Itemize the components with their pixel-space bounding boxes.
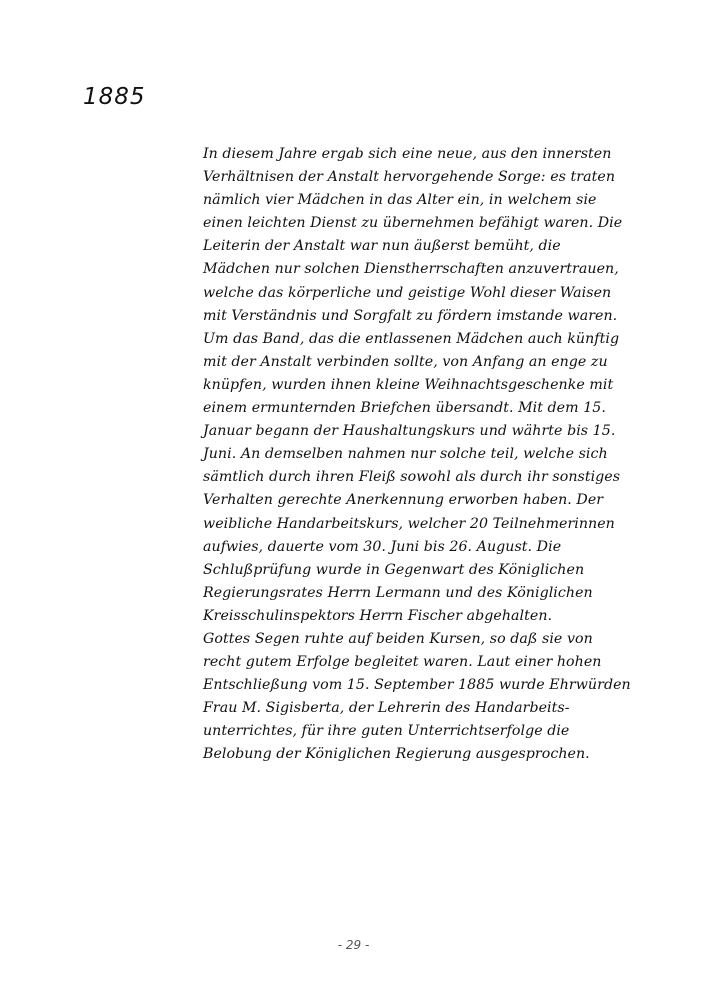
text-line: aufwies, dauerte vom 30. Juni bis 26. August. Die	[203, 538, 562, 555]
text-line: einen leichten Dienst zu übernehmen befähigt waren. Die	[203, 215, 623, 232]
text-line: Verhältnisen der Anstalt hervorgehende Sorge: es traten	[203, 169, 616, 186]
text-line: In diesem Jahre ergab sich eine neue, aus den innersten	[203, 146, 612, 162]
text-line: mit der Anstalt verbinden sollte, von Anfang an enge zu	[203, 353, 608, 370]
page-number: - 29 -	[337, 938, 370, 952]
text-line: Verhalten gerechte Anerkennung erworben haben. Der	[203, 492, 604, 509]
year-heading: 1885	[83, 84, 146, 110]
text-line: Um das Band, das die entlassenen Mädchen auch künftig	[203, 330, 620, 347]
text-line: Leiterin der Anstalt war nun äußerst bemüht, die	[203, 238, 561, 255]
text-line: unterrichtes, für ihre guten Unterrichtserfolge die	[203, 723, 570, 740]
text-line: Schlußprüfung wurde in Gegenwart des Königlichen	[203, 561, 585, 578]
text-line: Frau M. Sigisberta, der Lehrerin des Handarbeits-	[203, 700, 570, 717]
text-line: Januar begann der Haushaltungskurs und währte bis 15.	[203, 423, 616, 440]
text-line: mit Verständnis und Sorgfalt zu fördern imstande waren.	[203, 307, 618, 324]
text-line: Belobung der Königlichen Regierung ausgesprochen.	[203, 746, 590, 763]
text-line: weibliche Handarbeitskurs, welcher 20 Teilnehmerinnen	[203, 515, 615, 532]
text-line: recht gutem Erfolge begleitet waren. Laut einer hohen	[203, 654, 602, 671]
text-line: Mädchen nur solchen Dienstherrschaften anzuvertrauen,	[203, 261, 619, 278]
text-line: Entschließung vom 15. September 1885 wurde Ehrwürden	[203, 677, 631, 694]
text-line: Juni. An demselben nahmen nur solche teil, welche sich	[203, 446, 608, 463]
text-line: welche das körperliche und geistige Wohl dieser Waisen	[203, 284, 612, 301]
text-line: Regierungsrates Herrn Lermann und des Königlichen	[203, 584, 593, 601]
text-line: knüpfen, wurden ihnen kleine Weihnachtsgeschenke mit	[203, 376, 614, 393]
body-paragraph	[203, 143, 643, 767]
text-line: einem ermunternden Briefchen übersandt. Mit dem 15.	[203, 400, 606, 417]
text-line: Kreisschulinspektors Herrn Fischer abgehalten.	[203, 607, 553, 624]
text-line: nämlich vier Mädchen in das Alter ein, in welchem sie	[203, 192, 597, 209]
text-line: sämtlich durch ihren Fleiß sowohl als durch ihr sonstiges	[203, 469, 621, 486]
text-line: Gottes Segen ruhte auf beiden Kursen, so daß sie von	[203, 630, 593, 647]
